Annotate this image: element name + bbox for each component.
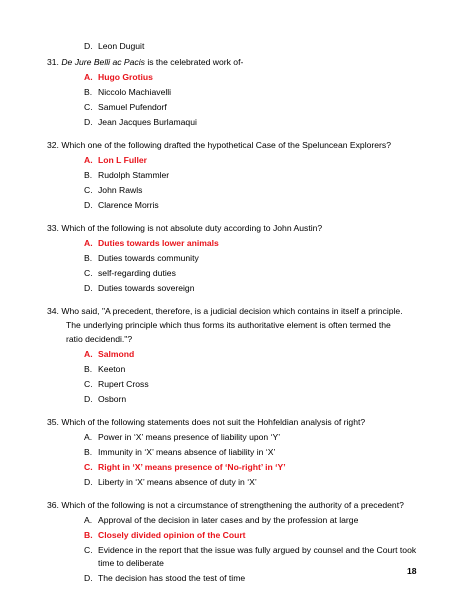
question-number: 35. [47, 417, 59, 427]
question-35 [47, 417, 365, 428]
q34-option-c [84, 379, 149, 390]
q35-option-a [84, 432, 280, 443]
option-text: self-regarding duties [98, 268, 176, 278]
option-letter: D. [84, 283, 93, 293]
option-text: Power in ‘X’ means presence of liability upon ‘Y’ [98, 432, 281, 442]
question-title-italic: De Jure Belli ac Pacis [61, 57, 145, 67]
option-letter: D. [84, 200, 93, 210]
question-text-line-1: Who said, "A precedent, therefore, is a judicial decision which contains in itself a principle. [61, 306, 403, 316]
question-number: 36. [47, 500, 59, 510]
q33-option-c [84, 268, 176, 279]
q31-option-a [84, 72, 153, 83]
option-letter: C. [84, 462, 93, 472]
question-34 [47, 306, 403, 317]
q35-option-d [84, 477, 257, 488]
option-text: Duties towards sovereign [98, 283, 195, 293]
list-item-carryover-d [84, 41, 144, 52]
option-letter: B. [84, 364, 93, 374]
question-text: Which of the following is not absolute duty according to John Austin? [61, 223, 323, 233]
q36-option-b [84, 530, 246, 541]
q34-option-d [84, 394, 126, 405]
option-letter: D. [84, 394, 93, 404]
question-31 [47, 57, 243, 68]
q36-option-a [84, 515, 358, 526]
option-text: Osborn [98, 394, 127, 404]
q33-option-a [84, 238, 219, 249]
option-letter: D. [84, 117, 93, 127]
q34-option-b [84, 364, 125, 375]
option-text: Salmond [98, 349, 135, 359]
option-text: Niccolo Machiavelli [98, 87, 172, 97]
option-text: Lon L Fuller [98, 155, 148, 165]
option-letter: A. [84, 238, 93, 248]
q36-option-c [84, 545, 416, 556]
q32-option-a [84, 155, 147, 166]
question-number: 32. [47, 140, 59, 150]
option-text: The decision has stood the test of time [98, 573, 246, 583]
question-number: 33. [47, 223, 59, 233]
question-text: is the celebrated work of- [144, 57, 244, 67]
q35-option-b [84, 447, 275, 458]
question-34-line-3: ratio decidendi."? [66, 334, 133, 344]
question-text: Which of the following is not a circumstance of strengthening the authority of a precedent? [61, 500, 404, 510]
option-letter: A. [84, 349, 93, 359]
option-letter: D. [84, 573, 93, 583]
q32-option-c [84, 185, 142, 196]
option-letter: B. [84, 530, 93, 540]
option-letter: C. [84, 379, 93, 389]
question-text: Which of the following statements does not suit the Hohfeldian analysis of right? [61, 417, 366, 427]
option-letter: A. [84, 515, 93, 525]
q31-option-b [84, 87, 171, 98]
option-text: Duties towards lower animals [98, 238, 219, 248]
option-letter: B. [84, 253, 93, 263]
option-text: Closely divided opinion of the Court [98, 530, 246, 540]
q32-option-b [84, 170, 169, 181]
q31-option-c [84, 102, 167, 113]
option-letter: C. [84, 268, 93, 278]
option-text: John Rawls [98, 185, 143, 195]
q35-option-c [84, 462, 286, 473]
question-34-line-2: The underlying principle which thus forms its authoritative element is often termed the [66, 320, 391, 330]
q33-option-d [84, 283, 195, 294]
option-text: Keeton [98, 364, 126, 374]
option-letter: A. [84, 432, 93, 442]
option-letter: C. [84, 185, 93, 195]
question-36 [47, 500, 404, 511]
q36-option-c-line-2: time to deliberate [98, 558, 164, 568]
option-text: Rudolph Stammler [98, 170, 170, 180]
option-text: Jean Jacques Burlamaqui [98, 117, 197, 127]
question-33 [47, 223, 322, 234]
question-text: Which one of the following drafted the hypothetical Case of the Speluncean Explorers? [61, 140, 391, 150]
option-letter: C. [84, 102, 93, 112]
q34-option-a [84, 349, 134, 360]
option-letter: D. [84, 41, 93, 51]
option-letter: B. [84, 447, 93, 457]
q33-option-b [84, 253, 199, 264]
option-text: Evidence in the report that the issue was fully argued by counsel and the Court took [98, 545, 417, 555]
q36-option-d [84, 573, 245, 584]
page-number: 18 [407, 566, 417, 576]
option-text: Samuel Pufendorf [98, 102, 167, 112]
option-letter: A. [84, 72, 93, 82]
option-text: Approval of the decision in later cases and by the profession at large [98, 515, 359, 525]
option-text: Leon Duguit [98, 41, 145, 51]
option-letter: D. [84, 477, 93, 487]
q32-option-d [84, 200, 159, 211]
option-letter: C. [84, 545, 93, 555]
q31-option-d [84, 117, 197, 128]
option-letter: B. [84, 87, 93, 97]
option-letter: B. [84, 170, 93, 180]
option-text: Right in ‘X’ means presence of ‘No-right’ in ‘Y’ [98, 462, 286, 472]
question-number: 31. [47, 57, 59, 67]
option-text: Clarence Morris [98, 200, 159, 210]
question-number: 34. [47, 306, 59, 316]
option-letter: A. [84, 155, 93, 165]
option-text: Duties towards community [98, 253, 199, 263]
option-text: Hugo Grotius [98, 72, 153, 82]
question-32 [47, 140, 391, 151]
option-text: Liberty in ‘X’ means absence of duty in ‘X’ [98, 477, 257, 487]
option-text: Rupert Cross [98, 379, 149, 389]
option-text: Immunity in ‘X’ means absence of liability in ‘X’ [98, 447, 276, 457]
